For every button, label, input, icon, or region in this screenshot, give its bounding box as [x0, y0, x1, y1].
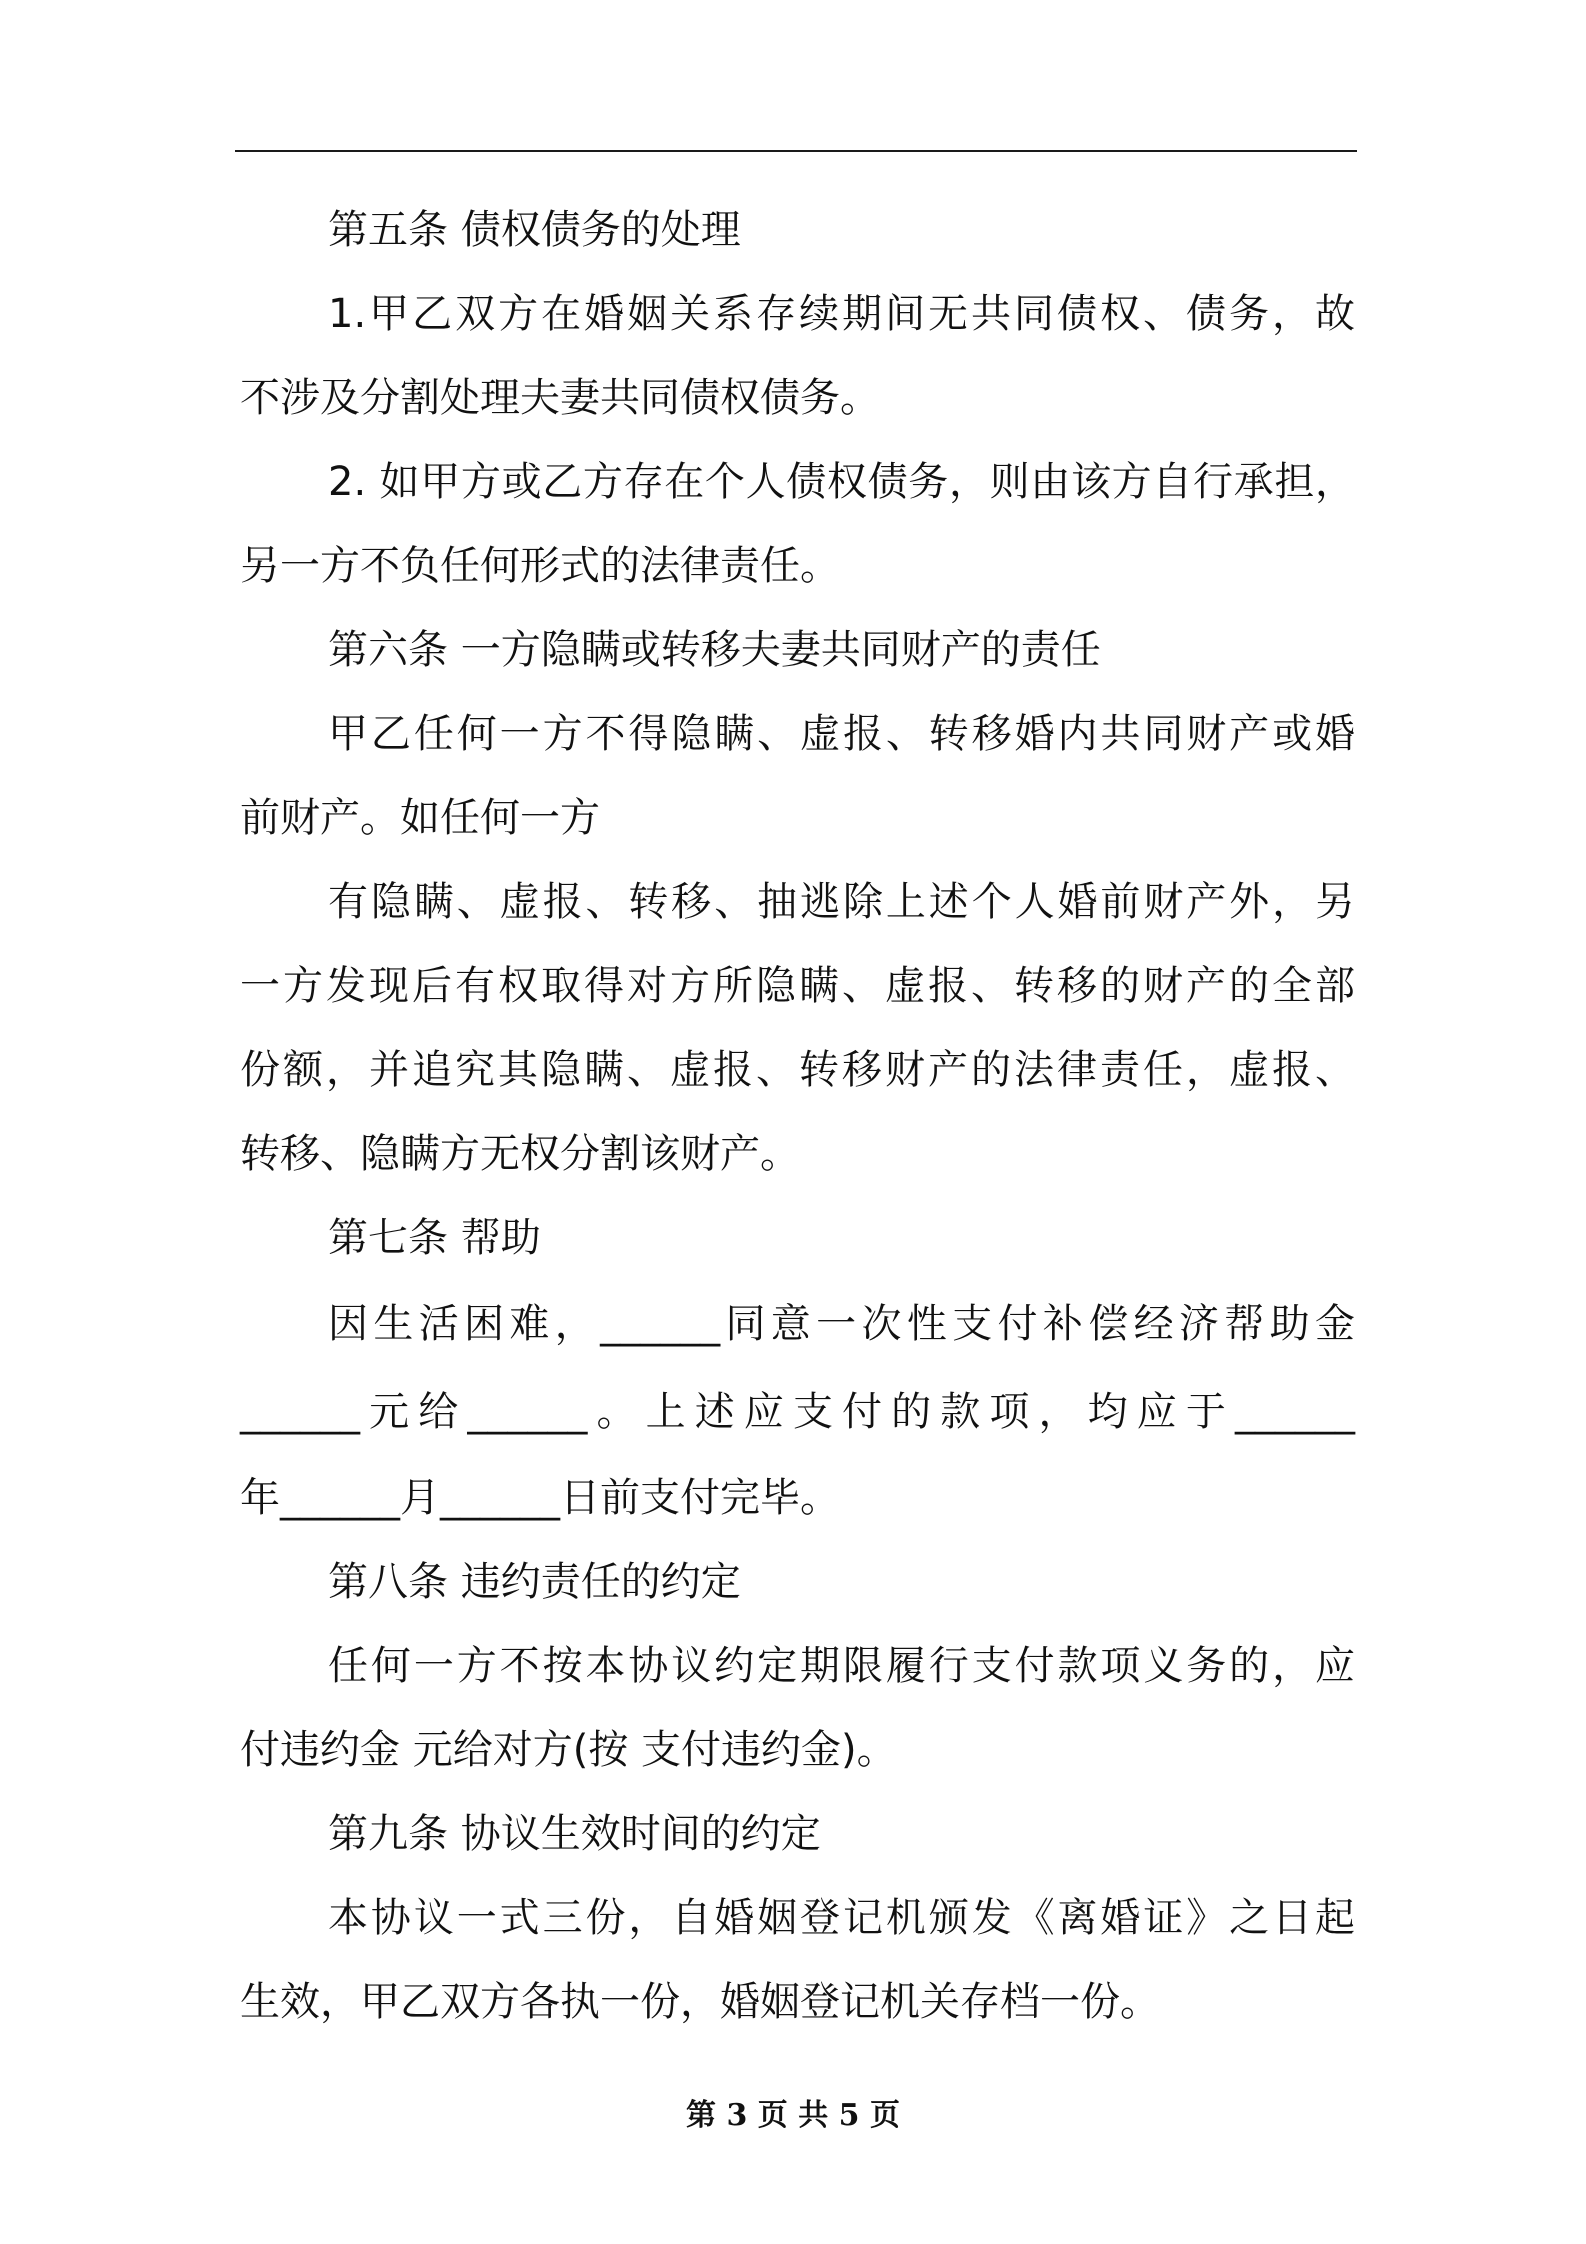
article-8-para-line-2: 付违约金 元给对方(按 支付违约金)。 — [240, 1727, 897, 1773]
article-9-para-line-1: 本协议一式三份，自婚姻登记机颁发《离婚证》之日起 — [328, 1895, 1355, 1941]
article-5-heading: 第五条 债权债务的处理 — [328, 207, 741, 253]
article-8-para-line-1: 任何一方不按本协议约定期限履行支付款项义务的，应 — [328, 1643, 1355, 1689]
article-5-clause-2-line-2: 另一方不负任何形式的法律责任。 — [240, 543, 840, 589]
article-7-para-line-3: 年______月______日前支付完毕。 — [240, 1475, 840, 1521]
article-7-para-line-2: ______元给______。上述应支付的款项，均应于______ — [240, 1389, 1355, 1435]
article-9-para-line-2: 生效，甲乙双方各执一份，婚姻登记机关存档一份。 — [240, 1979, 1160, 2025]
article-6-para-1-line-1: 甲乙任何一方不得隐瞒、虚报、转移婚内共同财产或婚 — [328, 711, 1355, 757]
article-6-para-2-line-2: 一方发现后有权取得对方所隐瞒、虚报、转移的财产的全部 — [240, 963, 1355, 1009]
article-6-para-1-line-2: 前财产。如任何一方 — [240, 795, 600, 841]
article-6-para-2-line-3: 份额，并追究其隐瞒、虚报、转移财产的法律责任，虚报、 — [240, 1047, 1355, 1093]
article-9-heading: 第九条 协议生效时间的约定 — [328, 1811, 821, 1857]
article-5-clause-1-line-2: 不涉及分割处理夫妻共同债权债务。 — [240, 375, 880, 421]
article-5-clause-2-line-1: 2. 如甲方或乙方存在个人债权债务，则由该方自行承担， — [328, 459, 1355, 505]
article-8-heading: 第八条 违约责任的约定 — [328, 1559, 741, 1605]
page-number-footer: 第 3 页 共 5 页 — [686, 2098, 900, 2133]
article-7-para-line-1: 因生活困难，______同意一次性支付补偿经济帮助金 — [328, 1301, 1355, 1347]
article-7-heading: 第七条 帮助 — [328, 1215, 541, 1261]
article-6-para-2-line-4: 转移、隐瞒方无权分割该财产。 — [240, 1131, 800, 1177]
article-6-para-2-line-1: 有隐瞒、虚报、转移、抽逃除上述个人婚前财产外，另 — [328, 879, 1355, 925]
article-5-clause-1-line-1: 1.甲乙双方在婚姻关系存续期间无共同债权、债务，故 — [328, 291, 1355, 337]
header-rule — [235, 150, 1357, 152]
article-6-heading: 第六条 一方隐瞒或转移夫妻共同财产的责任 — [328, 627, 1101, 673]
document-body — [240, 188, 1355, 2044]
